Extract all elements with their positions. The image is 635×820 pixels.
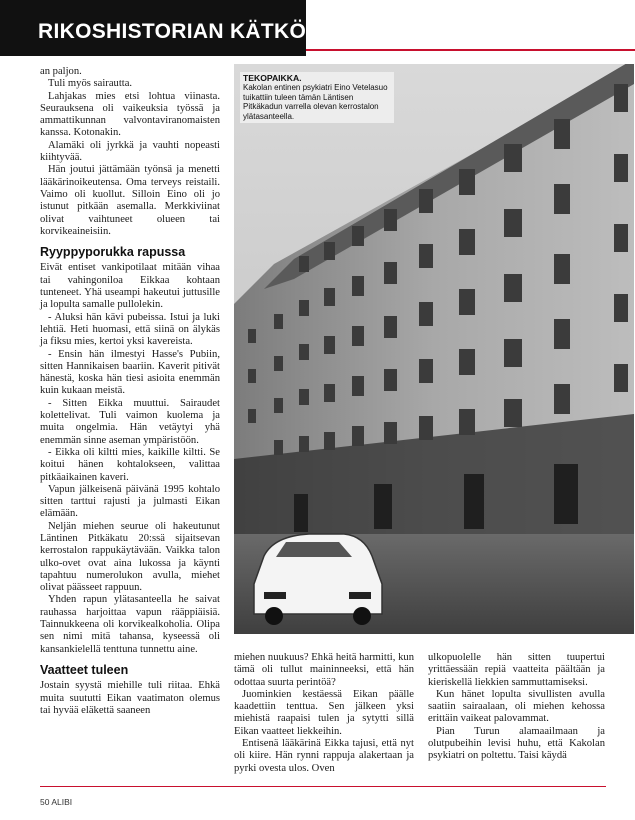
- column-2: [234, 652, 414, 775]
- subheading: Ryyppyporukka rapussa: [40, 245, 186, 260]
- paragraph: Yhden rapun ylätasanteella he saivat rauhassa harjoittaa vapun rääppiäisiä. Tainnukkeena oli korvikealkoholia. Olipa sen nimi mitä tahansa, kyseessä oli kansankielellä tenttuna tunnettu aine.: [40, 594, 220, 655]
- caption-text: Kakolan entinen psykiatri Eino Vetelasuo tuikattiin tuleen tämän Läntisen Pitkäkadun varrella olevan kerrostalon ylätasanteella.: [243, 83, 388, 121]
- building-photo-image: [234, 64, 634, 634]
- subheading: Vaatteet tuleen: [40, 662, 129, 677]
- footer-rule: [40, 786, 606, 787]
- paragraph: Kun hänet lopulta sivullisten avulla saatiin sairaalaan, oli miehen kehossa erittäin vaikeat palovammat.: [428, 688, 605, 725]
- paragraph: miehen nuukuus? Ehkä heitä harmitti, kun tämä oli tullut maininneeksi, että hän odottaa suurta perintöä?: [234, 652, 414, 688]
- section-title: RIKOSHISTORIAN KÄTKÖISTÄ: [38, 20, 356, 43]
- paragraph: Alamäki oli jyrkkä ja vauhti nopeasti kiihtyvää.: [40, 139, 220, 164]
- column-3: [428, 652, 605, 763]
- paragraph: Neljän miehen seurue oli hakeutunut Läntinen Pitkäkatu 20:ssä sijaitsevan kerrostalon rappukäytävään. Vaikka talon ulko-ovet ovat aina lukossa ja käynti tapahtuu numerolukon avulla, miehet olivat päässeet rappuun.: [40, 520, 220, 594]
- paragraph: Jostain syystä miehille tuli riitaa. Ehkä muita suututti Eikan vaatimaton olemus tai hyvää eläkettä saaneen: [40, 680, 220, 716]
- paragraph: Lahjakas mies etsi lohtua viinasta. Seurauksena oli vaikeuksia työssä ja ammattikunnan valvontaviranomaisten kanssa. Kotonakin.: [40, 90, 220, 139]
- paragraph: Juominkien kestäessä Eikan päälle kaadettiin tenttua. Sen jälkeen yksi miehistä raapaisi tulen ja sytytti sillä Eikan vaatteet liekkeihin.: [234, 688, 414, 737]
- paragraph: Pian Turun alamaailmaan ja olutpubeihin levisi huhu, että Kakolan psykiatri on poltettu. Taisi käydä: [428, 725, 605, 762]
- column-1: [40, 66, 220, 717]
- paragraph: - Aluksi hän kävi pubeissa. Istui ja luki lehtiä. Heti huomasi, että siinä on älykäs ja fiksu mies, kertoi yksi kavereista.: [40, 311, 220, 348]
- paragraph: an paljon.: [40, 66, 82, 77]
- paragraph: Eivät entiset vankipotilaat mitään vihaa tai vahingoniloa Eikkaa kohtaan tunteneet. Yhä useampi hakeutui juttusille ja lopulta samalle pullolekin.: [40, 262, 220, 311]
- paragraph: Hän joutui jättämään työnsä ja menetti lääkärinoikeutensa. Oma terveys reistaili. Vaimo oli kuollut. Silloin Eino oli jo istunut pitkään asemalla. Merkkiviinat olivat vaihtuneet olueen tai korvikeaineisiin.: [40, 164, 220, 237]
- paragraph: ulkopuolelle hän sitten tuupertui yrittäessään repiä vaatteita päältään ja kieriskellä liekkien sammuttamiseksi.: [428, 652, 605, 688]
- paragraph: Entisenä lääkärinä Eikka tajusi, että nyt oli kiire. Hän rynni rappuja alakertaan ja pyrki ovesta ulos. Oven: [234, 738, 414, 774]
- header-rule: [306, 49, 635, 51]
- page-footer: 50 ALIBI: [40, 797, 73, 807]
- car-graphic: [254, 534, 382, 625]
- paragraph: - Eikka oli kiltti mies, kaikille kiltti. Se koitui hänen kohtalokseen, valittaa pitkäaikainen kaveri.: [40, 446, 220, 483]
- paragraph: - Ensin hän ilmestyi Hasse's Pubiin, sitten Hannikaisen baariin. Kaverit pitivät hänestä, koska hän tiesi asioita enemmän kuin kukaan meistä.: [40, 348, 220, 397]
- building-photo: [234, 64, 634, 634]
- photo-caption: [240, 72, 394, 123]
- caption-title: TEKOPAIKKA.: [243, 73, 302, 83]
- paragraph: Vapun jälkeisenä päivänä 1995 kohtalo sitten tarttui rajusti ja julmasti Eikan elämään.: [40, 483, 220, 520]
- paragraph: - Sitten Eikka muuttui. Sairaudet kolettelivat. Tuli vaimon kuolema ja muita ongelmia. Hän vetäytyi yhä enemmän sinne aseman ympäristöön.: [40, 397, 220, 446]
- paragraph: Tuli myös sairautta.: [48, 78, 133, 90]
